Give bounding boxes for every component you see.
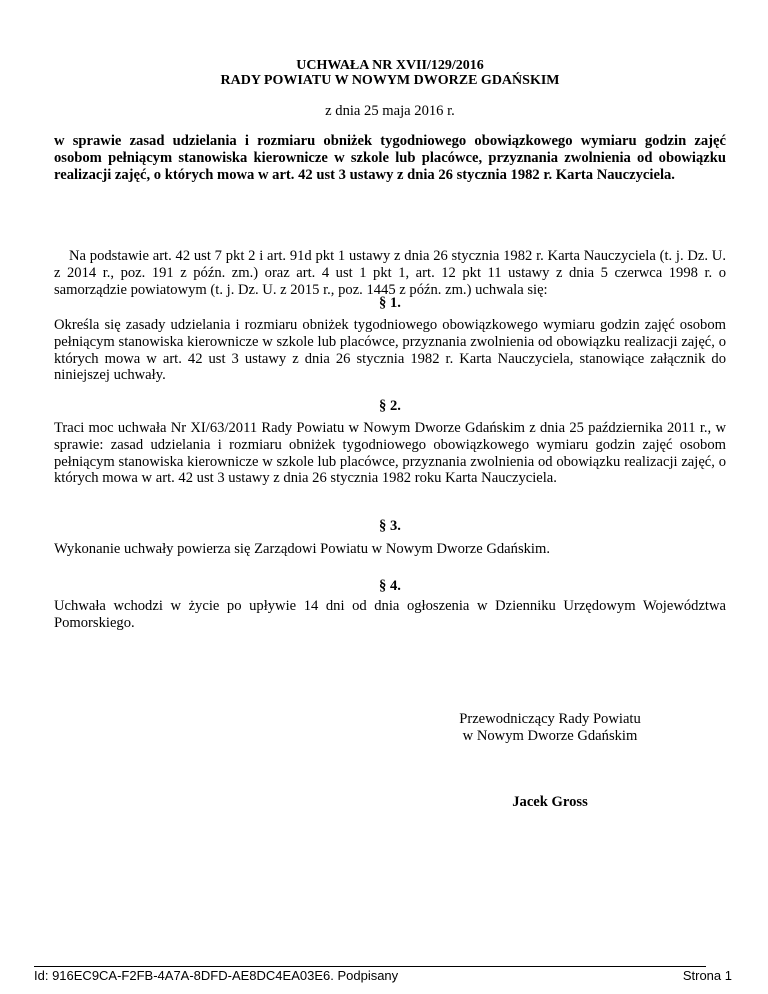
legal-basis-preamble: Na podstawie art. 42 ust 7 pkt 2 i art. 91d pkt 1 ustawy z dnia 26 stycznia 1982 r. Karta Nauczyciela (t. j. Dz. U. z 2014 r., poz. 191 z późn. zm.) oraz art. 4 ust 1 pkt 1, art. 12 pkt 11 ustawy z dnia 5 czerwca 1998 r. o samorządzie powiatowym (t. j. Dz. U. z 2015 r., poz. 1445 z późn. zm.) uchwala się: <box>54 248 726 298</box>
section-3-text: Wykonanie uchwały powierza się Zarządowi Powiatu w Nowym Dworze Gdańskim. <box>54 541 550 557</box>
signatory-name: Jacek Gross <box>512 794 588 810</box>
section-3-heading: § 3. <box>379 518 401 534</box>
section-4-heading: § 4. <box>379 578 401 594</box>
signatory-role: Przewodniczący Rady Powiatu w Nowym Dworze Gdańskim <box>459 711 641 744</box>
section-1-text: Określa się zasady udzielania i rozmiaru obniżek tygodniowego obowiązkowego wymiaru godzin zajęć osobom pełniącym stanowiska kierownicze w szkole lub placówce, przyznania zwolnienia od obowiązku realizacji zajęć, o których mowa w art. 42 ust 3 ustawy z dnia 26 stycznia 1982 r. Karta Nauczyciela, stanowiące załącznik do niniejszej uchwały. <box>54 317 726 384</box>
footer-divider <box>34 966 706 967</box>
resolution-subject: w sprawie zasad udzielania i rozmiaru obniżek tygodniowego obowiązkowego wymiaru godzin zajęć osobom pełniącym stanowiska kierownicze w szkole lub placówce, przyznania zwolnienia od obowiązku realizacji zajęć, o których mowa w art. 42 ust 3 ustawy z dnia 26 stycznia 1982 r. Karta Nauczyciela. <box>54 133 726 183</box>
document-page <box>54 0 726 994</box>
resolution-date: z dnia 25 maja 2016 r. <box>325 103 455 119</box>
section-2-heading: § 2. <box>379 398 401 414</box>
council-name: RADY POWIATU W NOWYM DWORZE GDAŃSKIM <box>220 73 560 88</box>
section-4-text: Uchwała wchodzi w życie po upływie 14 dni od dnia ogłoszenia w Dzienniku Urzędowym Województwa Pomorskiego. <box>54 598 726 631</box>
section-2-text: Traci moc uchwała Nr XI/63/2011 Rady Powiatu w Nowym Dworze Gdańskim z dnia 25 października 2011 r., w sprawie: zasad udzielania i rozmiaru obniżek tygodniowego obowiązkowego wymiaru godzin zajęć osobom pełniącym stanowiska kierownicze w szkole lub placówce, przyznania zwolnienia od obowiązku realizacji zajęć, o których mowa w art. 42 ust 3 ustawy z dnia 26 stycznia 1982 roku Karta Nauczyciela. <box>54 420 726 487</box>
document-id: Id: 916EC9CA-F2FB-4A7A-8DFD-AE8DC4EA03E6. Podpisany <box>34 968 399 983</box>
page-number: Strona 1 <box>682 968 732 983</box>
resolution-number: UCHWAŁA NR XVII/129/2016 <box>296 58 484 73</box>
section-1-heading: § 1. <box>379 295 401 311</box>
